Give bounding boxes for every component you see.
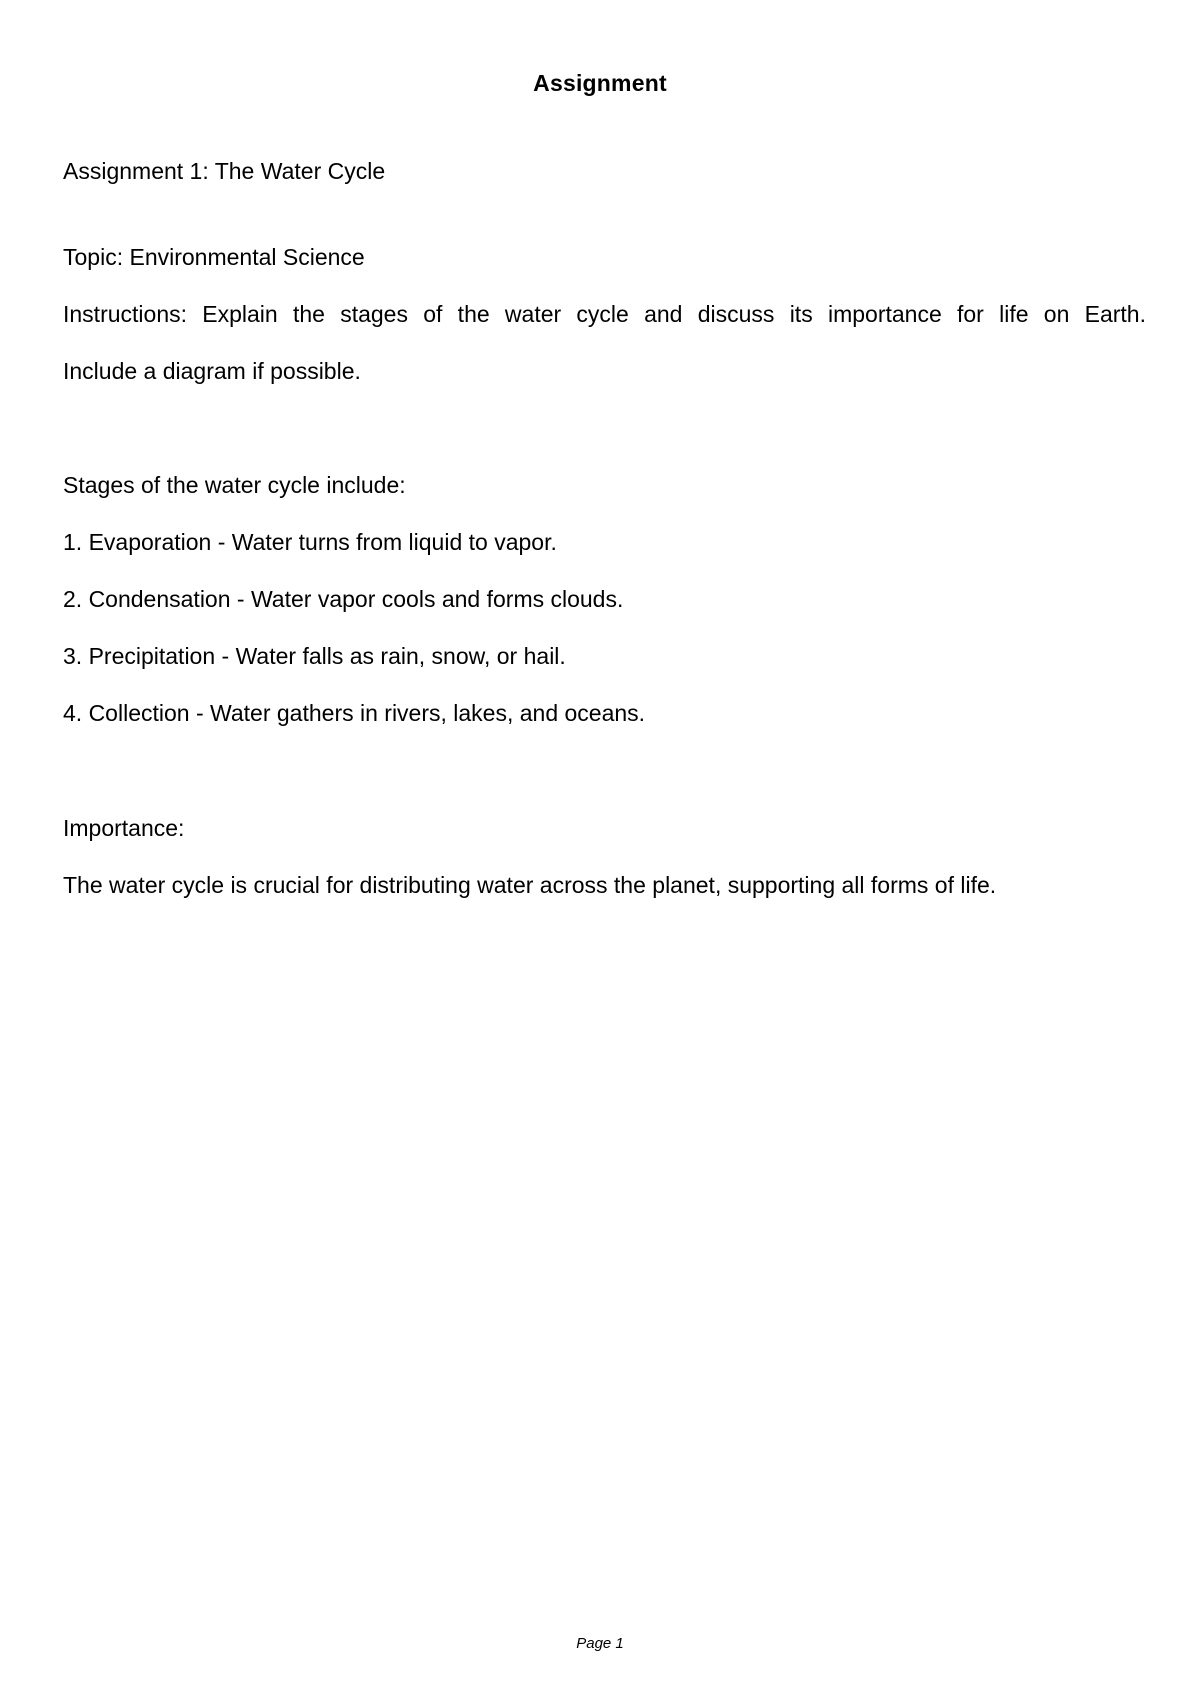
topic-line: Topic: Environmental Science: [63, 244, 365, 270]
instructions-line-1: Instructions: Explain the stages of the water cycle and discuss its importance for life on Earth.: [63, 301, 1146, 327]
stages-intro: Stages of the water cycle include:: [63, 472, 406, 498]
page-number: Page 1: [576, 1635, 624, 1652]
assignment-heading: Assignment 1: The Water Cycle: [63, 158, 386, 184]
list-item-stage-2: 2. Condensation - Water vapor cools and forms clouds.: [63, 586, 624, 612]
list-item-stage-4: 4. Collection - Water gathers in rivers, lakes, and oceans.: [63, 700, 646, 726]
list-item-stage-1: 1. Evaporation - Water turns from liquid to vapor.: [63, 529, 557, 555]
page-title: Assignment: [533, 70, 667, 96]
list-item-stage-3: 3. Precipitation - Water falls as rain, snow, or hail.: [63, 643, 566, 669]
importance-heading: Importance:: [63, 815, 185, 841]
importance-text: The water cycle is crucial for distributing water across the planet, supporting all forms of life.: [63, 872, 997, 898]
instructions-line-2: Include a diagram if possible.: [63, 358, 361, 384]
